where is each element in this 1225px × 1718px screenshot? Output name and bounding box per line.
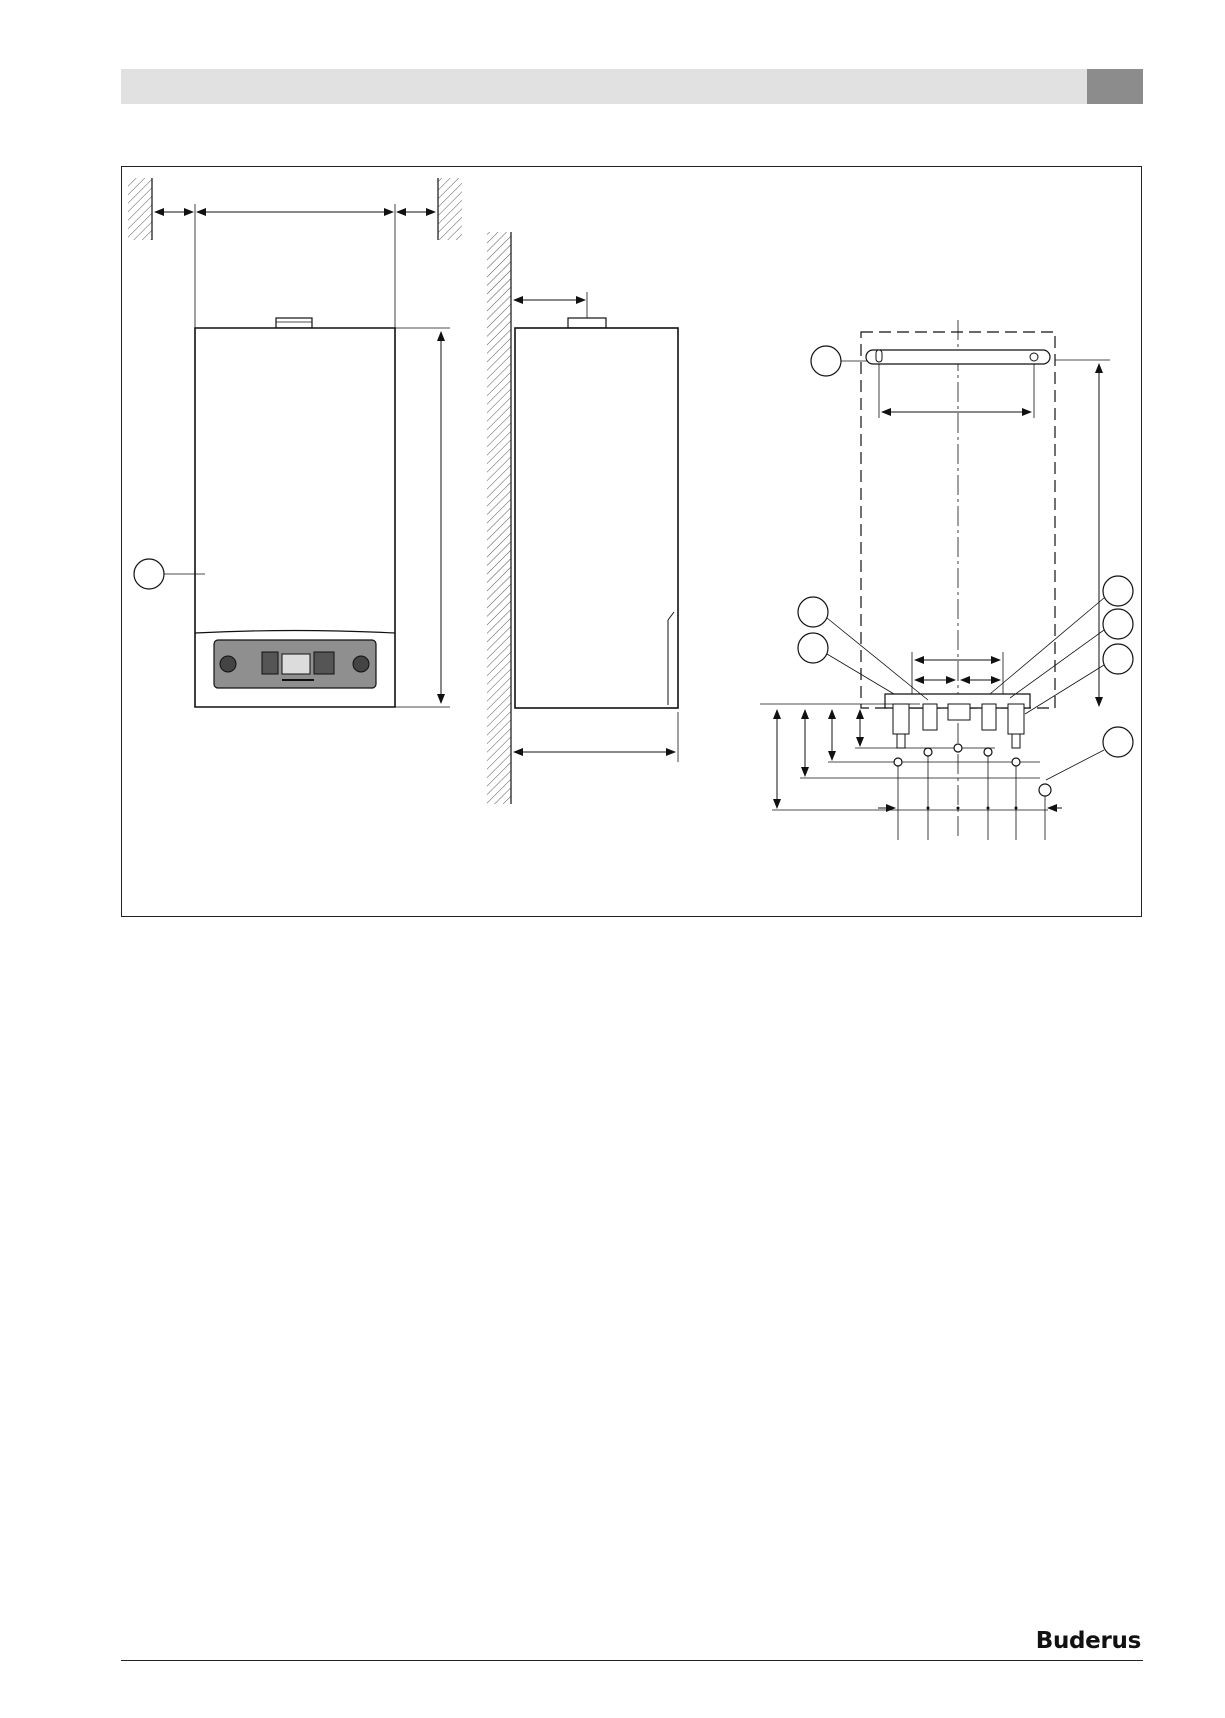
callout-bubble [798,597,828,627]
right-wall-hatch [438,178,462,240]
boiler-side-casing [515,328,678,708]
connection-layout [760,320,1133,840]
callout-bubble [1103,576,1133,606]
service-knob-icon [353,656,369,672]
rear-wall-hatch [487,232,511,804]
brand-logo: Buderus [1035,1628,1141,1654]
callout-bubble [134,559,164,589]
flue-stub [276,318,312,328]
pipe-fittings [893,704,1024,748]
front-view [128,178,462,707]
callout-bubble [798,633,828,663]
left-wall-hatch [128,178,152,240]
callout-bubble [811,346,841,376]
callout-bubble [1103,727,1133,757]
callout-bubble [1103,644,1133,674]
callout-bubble [1103,609,1133,639]
pipe-centers [894,744,1051,796]
display-screen [282,654,310,674]
hanging-rail [866,350,1050,364]
control-panel [214,640,376,688]
footer-rule [121,1660,1143,1661]
side-view [487,232,678,804]
power-switch-icon [220,656,236,672]
